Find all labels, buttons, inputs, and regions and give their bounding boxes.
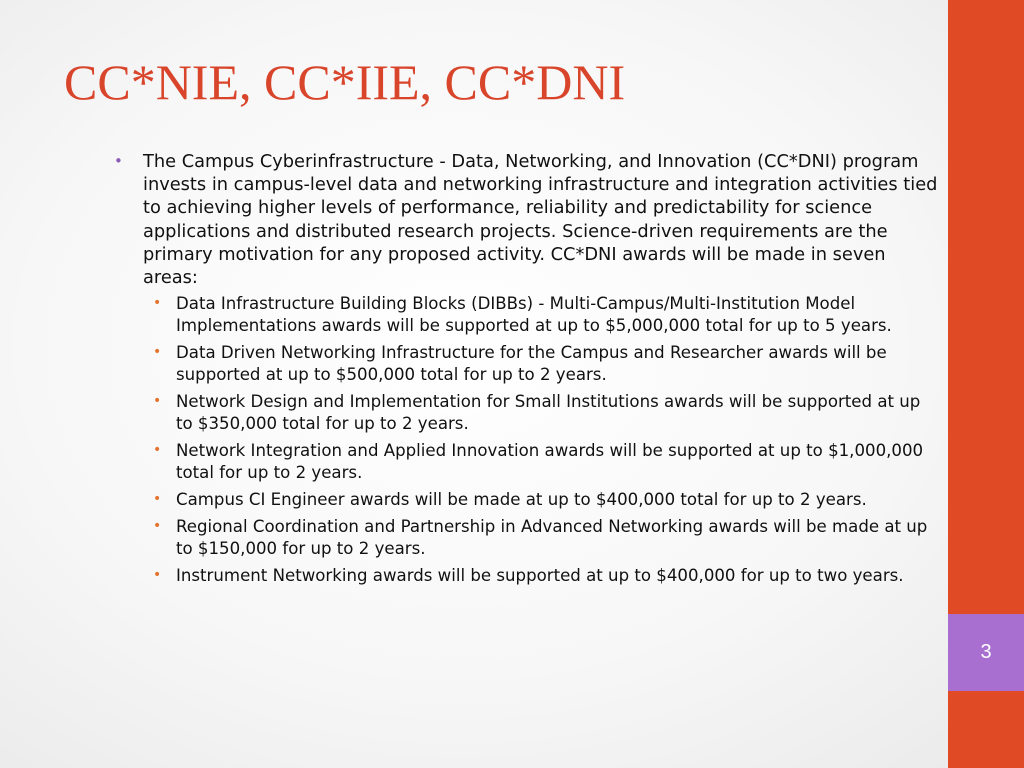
page-number: 3 [948, 614, 1024, 691]
area-item-network-integration [143, 440, 940, 484]
area-text: Regional Coordination and Partnership in Advanced Networking awards will be made at up to $150,000 for up to 2 years. [176, 517, 928, 559]
area-item-regional-coordination [143, 516, 940, 560]
bullet-dot-icon: • [153, 393, 162, 410]
areas-list [143, 293, 940, 587]
bullet-dot-icon: • [153, 567, 162, 584]
area-item-ci-engineer [143, 489, 940, 511]
area-text: Data Driven Networking Infrastructure for the Campus and Researcher awards will be supported at up to $500,000 total for up to 2 years. [176, 343, 887, 385]
bullet-dot-icon: • [153, 344, 162, 361]
intro-text: The Campus Cyberinfrastructure - Data, Networking, and Innovation (CC*DNI) program invests in campus-level data and networking infrastructure and integration activities tied to achieving higher levels of performance, reliability and predictability for science applications and distributed research projects. Science-driven requirements are the primary motivation for any proposed activity. CC*DNI awards will be made in seven areas: [143, 151, 938, 289]
area-item-instrument-networking [143, 565, 940, 587]
bullet-dot-icon: • [153, 295, 162, 312]
area-text: Campus CI Engineer awards will be made at up to $400,000 total for up to 2 years. [176, 490, 867, 510]
area-item-small-institutions [143, 391, 940, 435]
bullet-dot-icon: • [153, 442, 162, 459]
area-text: Data Infrastructure Building Blocks (DIBBs) - Multi-Campus/Multi-Institution Model Implementations awards will be supported at up to $5,000,000 total for up to 5 years. [176, 294, 892, 336]
bullet-dot-icon: • [114, 152, 123, 170]
area-item-dibbs [143, 293, 940, 337]
slide-title: CC*NIE, CC*IIE, CC*DNI [64, 54, 626, 110]
bullet-dot-icon: • [153, 518, 162, 535]
area-item-data-driven-networking [143, 342, 940, 386]
bullet-dot-icon: • [153, 491, 162, 508]
slide-body [114, 150, 940, 592]
area-text: Network Integration and Applied Innovation awards will be supported at up to $1,000,000 total for up to 2 years. [176, 441, 924, 483]
area-text: Instrument Networking awards will be supported at up to $400,000 for up to two years. [176, 566, 904, 586]
bullet-intro [114, 150, 940, 289]
area-text: Network Design and Implementation for Small Institutions awards will be supported at up to $350,000 total for up to 2 years. [176, 392, 921, 434]
